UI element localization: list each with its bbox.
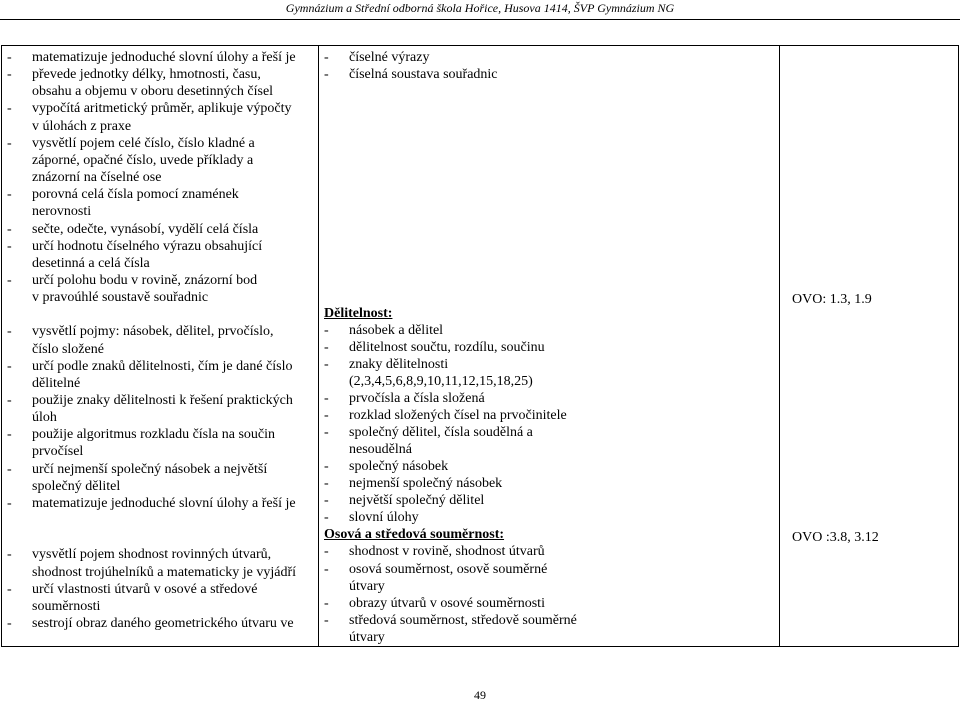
list-item: desetinná a celá čísla <box>32 255 150 271</box>
bullet-dash: - <box>324 339 329 355</box>
bullet-dash: - <box>324 476 329 492</box>
list-item: určí hodnotu číselného výrazu obsahující <box>32 238 263 254</box>
list-item: útvary <box>349 629 385 645</box>
list-item: obrazy útvarů v osové souměrnosti <box>349 595 545 611</box>
list-item: vysvětlí pojmy: násobek, dělitel, prvočíslo, <box>32 324 274 340</box>
list-item: obsahu a objemu v oboru desetinných čísel <box>32 84 274 100</box>
ovo-column <box>780 46 958 646</box>
list-item: prvočísla a čísla složená <box>349 391 485 406</box>
bullet-dash: - <box>7 221 12 237</box>
bullet-dash: - <box>7 135 12 151</box>
list-item: dělitelné <box>32 375 81 391</box>
section-heading: Osová a středová souměrnost: <box>324 527 505 543</box>
list-item: prvočísel <box>32 444 84 460</box>
bullet-dash: - <box>324 391 329 406</box>
list-item: (2,3,4,5,6,8,9,10,11,12,15,18,25) <box>349 373 533 389</box>
bullet-dash: - <box>7 358 12 374</box>
bullet-dash: - <box>324 493 329 509</box>
list-item: středová souměrnost, středově souměrné <box>349 612 577 628</box>
curriculum-table <box>1 45 959 647</box>
list-item: v pravoúhlé soustavě souřadnic <box>32 290 209 306</box>
list-item: souměrnosti <box>32 598 101 614</box>
outcomes-column <box>2 46 319 646</box>
list-item: znázorní na číselné ose <box>32 170 162 186</box>
bullet-dash: - <box>324 459 329 475</box>
list-item: použije znaky dělitelnosti k řešení praktických <box>32 393 293 408</box>
bullet-dash: - <box>324 544 329 560</box>
list-item: vypočítá aritmetický průměr, aplikuje výpočty <box>32 101 292 117</box>
bullet-dash: - <box>324 510 329 526</box>
list-item: shodnost v rovině, shodnost útvarů <box>349 544 545 560</box>
bullet-dash: - <box>7 495 12 511</box>
ovo-reference: OVO :3.8, 3.12 <box>792 530 879 545</box>
bullet-dash: - <box>7 50 12 65</box>
list-item: slovní úlohy <box>349 510 419 526</box>
list-item: znaky dělitelnosti <box>349 356 449 372</box>
list-item: rozklad složených čísel na prvočinitele <box>349 408 567 424</box>
list-item: shodnost trojúhelníků a matematicky je vyjádří <box>32 564 296 580</box>
list-item: sestrojí obraz daného geometrického útvaru ve <box>32 615 294 631</box>
ovo-reference: OVO: 1.3, 1.9 <box>792 292 872 307</box>
bullet-dash: - <box>324 50 329 65</box>
header-rule <box>0 19 960 20</box>
bullet-dash: - <box>324 67 329 83</box>
bullet-dash: - <box>324 612 329 628</box>
list-item: úloh <box>32 410 57 426</box>
bullet-dash: - <box>7 615 12 631</box>
list-item: společný násobek <box>349 459 449 475</box>
bullet-dash: - <box>7 324 12 340</box>
bullet-dash: - <box>7 581 12 597</box>
list-item: vysvětlí pojem shodnost rovinných útvarů, <box>32 547 272 563</box>
list-item: největší společný dělitel <box>349 493 485 509</box>
bullet-dash: - <box>7 187 12 203</box>
list-item: záporné, opačné číslo, uvede příklady a <box>32 152 254 168</box>
list-item: sečte, odečte, vynásobí, vydělí celá čísla <box>32 221 259 237</box>
bullet-dash: - <box>324 408 329 424</box>
list-item: porovná celá čísla pomocí znamének <box>32 187 239 203</box>
list-item: převede jednotky délky, hmotnosti, času, <box>32 67 261 83</box>
page-header: Gymnázium a Střední odborná škola Hořice, Husova 1414, ŠVP Gymnázium NG <box>285 1 675 15</box>
list-item: společný dělitel, čísla soudělná a <box>349 425 533 441</box>
list-item: násobek a dělitel <box>349 322 444 338</box>
list-item: útvary <box>349 578 385 594</box>
list-item: matematizuje jednoduché slovní úlohy a řeší je <box>32 50 296 65</box>
section-heading: Dělitelnost: <box>324 305 393 321</box>
bullet-dash: - <box>7 67 12 83</box>
list-item: osová souměrnost, osově souměrné <box>349 561 548 577</box>
bullet-dash: - <box>7 272 12 288</box>
list-item: společný dělitel <box>32 478 121 494</box>
list-item: určí nejmenší společný násobek a největší <box>32 461 268 477</box>
list-item: dělitelnost součtu, rozdílu, součinu <box>349 339 545 355</box>
list-item: určí vlastnosti útvarů v osové a středové <box>32 581 258 597</box>
bullet-dash: - <box>7 427 12 443</box>
list-item: matematizuje jednoduché slovní úlohy a řeší je <box>32 495 296 511</box>
list-item: číslo složené <box>32 341 104 357</box>
list-item: určí polohu bodu v rovině, znázorní bod <box>32 272 258 288</box>
bullet-dash: - <box>7 238 12 254</box>
bullet-dash: - <box>7 547 12 563</box>
list-item: použije algoritmus rozkladu čísla na součin <box>32 427 275 443</box>
list-item: číselné výrazy <box>349 50 430 65</box>
bullet-dash: - <box>7 101 12 117</box>
list-item: nejmenší společný násobek <box>349 476 503 492</box>
list-item: vysvětlí pojem celé číslo, číslo kladné a <box>32 135 255 151</box>
bullet-dash: - <box>324 322 329 338</box>
list-item: nerovnosti <box>32 204 92 220</box>
bullet-dash: - <box>324 595 329 611</box>
page-number: 49 <box>474 688 486 702</box>
bullet-dash: - <box>7 393 12 408</box>
list-item: v úlohách z praxe <box>32 118 132 134</box>
bullet-dash: - <box>324 356 329 372</box>
content-column <box>319 46 780 646</box>
list-item: určí podle znaků dělitelnosti, čím je dané číslo <box>32 358 293 374</box>
list-item: číselná soustava souřadnic <box>349 67 498 83</box>
bullet-dash: - <box>324 425 329 441</box>
list-item: nesoudělná <box>349 442 412 458</box>
bullet-dash: - <box>324 561 329 577</box>
bullet-dash: - <box>7 461 12 477</box>
